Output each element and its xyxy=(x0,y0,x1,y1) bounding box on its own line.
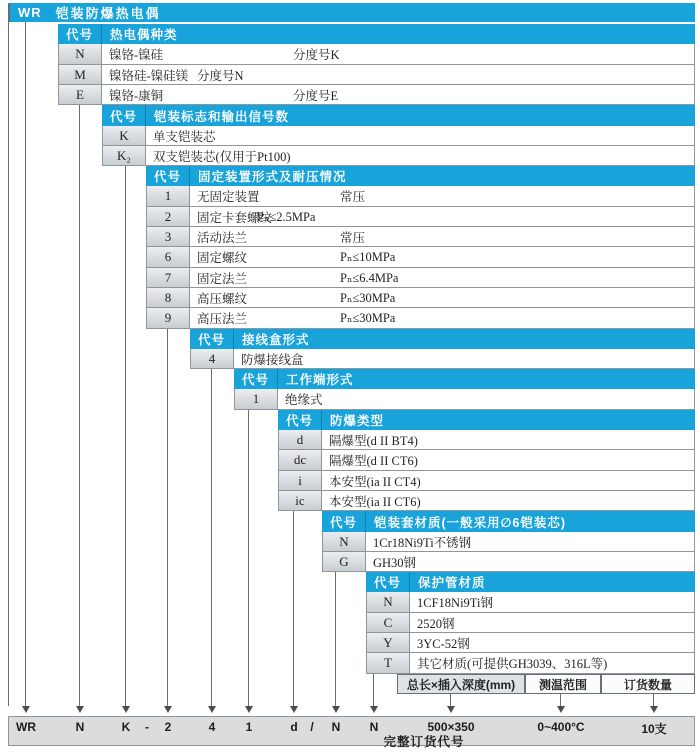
desc-text: 双支铠装芯(仅用于Pt100) xyxy=(153,149,291,164)
section-title-protection-tube-material: 保护管材质 xyxy=(410,572,695,592)
desc-cell xyxy=(410,613,695,633)
code-cell: 2 xyxy=(146,207,190,227)
code-cell: K₂ xyxy=(102,146,146,166)
order-code-value: / xyxy=(310,720,314,734)
desc-text: 镍铬硅-镍硅镁 xyxy=(109,68,189,83)
arrow-down-icon xyxy=(447,706,455,713)
desc-text: 固定螺纹 xyxy=(197,251,248,265)
arrow-down-icon xyxy=(164,706,172,713)
code-cell: i xyxy=(278,471,322,491)
section-title-sheath-material: 铠装套材质(一般采用∅6铠装芯) xyxy=(366,511,695,532)
desc-cell xyxy=(102,65,695,85)
order-code-bar xyxy=(8,716,695,749)
code-cell: G xyxy=(322,552,366,572)
desc-text: 本安型(ia II CT4) xyxy=(329,474,421,489)
desc-cell xyxy=(190,186,695,207)
connector-line xyxy=(167,329,168,706)
section-title-thermocouple-type: 热电偶种类 xyxy=(102,24,695,44)
desc-text: 镍铬-镍硅 xyxy=(109,48,164,62)
code-column-header: 代号 xyxy=(322,511,366,532)
desc-cell xyxy=(190,288,695,308)
desc-text: 高压法兰 xyxy=(197,312,248,326)
desc-cell xyxy=(190,227,695,247)
order-code-value: 0~400°C xyxy=(537,720,585,734)
desc-cell xyxy=(146,126,695,146)
desc-text: 高压螺纹 xyxy=(197,291,248,306)
arrow-down-icon xyxy=(557,706,565,713)
desc-cell xyxy=(102,44,695,65)
code-cell: T xyxy=(366,653,410,674)
code-cell: 6 xyxy=(146,247,190,268)
code-cell: C xyxy=(366,613,410,633)
order-code-value: - xyxy=(145,720,149,734)
desc-cell xyxy=(190,308,695,329)
desc-text: 固定法兰 xyxy=(197,271,248,286)
desc-note: Pₙ≤30MPa xyxy=(340,290,396,305)
desc-text: 隔爆型(d II BT4) xyxy=(329,433,418,448)
desc-text: 3YC-52钢 xyxy=(417,636,470,651)
desc-note: Pₙ≤2.5MPa xyxy=(257,209,316,224)
desc-cell xyxy=(410,592,695,613)
desc-note: Pₙ≤30MPa xyxy=(340,311,396,325)
code-column-header: 代号 xyxy=(278,410,322,430)
desc-note: 分度号N xyxy=(197,68,244,83)
code-cell: M xyxy=(58,65,102,85)
section-title-explosion-proof-type: 防爆类型 xyxy=(322,410,695,430)
connector-line xyxy=(560,694,561,706)
connector-line xyxy=(79,105,80,706)
order-code-value: N xyxy=(369,720,379,734)
desc-note: 分度号K xyxy=(293,48,340,62)
title-bar xyxy=(8,3,695,22)
page-title: 铠装防爆热电偶 xyxy=(55,6,161,21)
section-title-working-end: 工作端形式 xyxy=(278,369,695,389)
left-frame-line xyxy=(8,22,9,706)
model-prefix: WR xyxy=(18,5,42,20)
section-title-fixing-device: 固定装置形式及耐压情况 xyxy=(190,166,695,186)
order-code-value: 1 xyxy=(245,720,253,734)
desc-text: 防爆接线盒 xyxy=(241,352,304,367)
desc-text: 固定卡套螺纹 xyxy=(197,210,273,225)
section-title-sheath-mark-output: 铠装标志和输出信号数 xyxy=(146,105,695,126)
spec-header-box: 总长×插入深度(mm) xyxy=(397,674,525,694)
order-code-value: 4 xyxy=(208,720,216,734)
desc-cell xyxy=(190,247,695,268)
order-code-caption: 完整订货代号 xyxy=(383,735,465,749)
desc-cell xyxy=(322,450,695,471)
code-cell: Y xyxy=(366,633,410,653)
desc-cell xyxy=(322,471,695,491)
connector-line xyxy=(211,369,212,706)
arrow-down-icon xyxy=(370,706,378,713)
code-cell: 4 xyxy=(190,349,234,369)
code-cell: N xyxy=(366,592,410,613)
code-cell: 9 xyxy=(146,308,190,329)
arrow-down-icon xyxy=(122,706,130,713)
desc-cell xyxy=(410,633,695,653)
desc-cell xyxy=(322,491,695,511)
arrow-down-icon xyxy=(650,706,658,713)
code-cell: 3 xyxy=(146,227,190,247)
desc-cell xyxy=(322,430,695,450)
code-column-header: 代号 xyxy=(146,166,190,186)
desc-cell xyxy=(190,207,695,227)
connector-line xyxy=(248,410,249,706)
desc-cell xyxy=(102,85,695,105)
code-column-header: 代号 xyxy=(366,572,410,592)
code-cell: 8 xyxy=(146,288,190,308)
code-cell: 1 xyxy=(146,186,190,207)
arrow-down-icon xyxy=(332,706,340,713)
arrow-down-icon xyxy=(290,706,298,713)
desc-note: 常压 xyxy=(340,230,366,245)
desc-note: Pₙ≤10MPa xyxy=(340,250,396,264)
desc-cell xyxy=(278,389,695,410)
code-cell: ic xyxy=(278,491,322,511)
code-cell: K xyxy=(102,126,146,146)
order-code-value: d xyxy=(290,720,298,734)
desc-text: 无固定装置 xyxy=(197,190,260,204)
desc-note: 常压 xyxy=(340,190,366,204)
order-code-value: N xyxy=(75,720,85,734)
code-column-header: 代号 xyxy=(190,329,234,349)
connector-line xyxy=(653,694,654,706)
arrow-down-icon xyxy=(76,706,84,713)
code-column-header: 代号 xyxy=(102,105,146,126)
desc-text: 隔爆型(d II CT6) xyxy=(329,454,418,468)
connector-line xyxy=(335,572,336,706)
desc-text: GH30钢 xyxy=(373,555,417,570)
desc-cell xyxy=(366,552,695,572)
spec-header-box: 订货数量 xyxy=(601,674,695,694)
desc-text: 2520钢 xyxy=(417,616,455,631)
spec-header-box: 测温范围 xyxy=(525,674,601,694)
desc-text: 单支铠装芯 xyxy=(153,129,216,144)
desc-text: 镍铬-康铜 xyxy=(109,88,164,103)
desc-text: 本安型(ia II CT6) xyxy=(329,494,421,509)
section-title-junction-box: 接线盒形式 xyxy=(234,329,695,349)
desc-text: 绝缘式 xyxy=(285,393,323,407)
order-code-value: 2 xyxy=(164,720,172,734)
code-cell: 7 xyxy=(146,268,190,288)
desc-text: 其它材质(可提供GH3039、316L等) xyxy=(417,657,608,671)
connector-line xyxy=(450,694,451,706)
arrow-down-icon xyxy=(208,706,216,713)
desc-cell xyxy=(234,349,695,369)
code-cell: N xyxy=(322,532,366,552)
order-code-value: WR xyxy=(16,720,36,734)
order-code-value: 500×350 xyxy=(427,720,475,734)
desc-cell xyxy=(410,653,695,674)
desc-text: 1Cr18Ni9Ti不锈钢 xyxy=(373,535,472,550)
arrow-down-icon xyxy=(22,706,30,713)
connector-line xyxy=(293,511,294,706)
connector-line xyxy=(125,166,126,706)
connector-line xyxy=(25,22,26,706)
code-column-header: 代号 xyxy=(58,24,102,44)
desc-text: 1CF18Ni9Ti钢 xyxy=(417,596,493,610)
desc-note: 分度号E xyxy=(293,88,339,103)
code-cell: E xyxy=(58,85,102,105)
desc-text: 活动法兰 xyxy=(197,230,248,245)
desc-cell xyxy=(146,146,695,166)
order-code-value: K xyxy=(121,720,131,734)
desc-cell xyxy=(366,532,695,552)
connector-line xyxy=(373,674,374,706)
code-column-header: 代号 xyxy=(234,369,278,389)
desc-note: Pₙ≤6.4MPa xyxy=(340,270,399,285)
arrow-down-icon xyxy=(245,706,253,713)
code-cell: d xyxy=(278,430,322,450)
code-cell: dc xyxy=(278,450,322,471)
code-cell: N xyxy=(58,44,102,65)
order-code-value: 10支 xyxy=(641,722,667,736)
code-cell: 1 xyxy=(234,389,278,410)
desc-cell xyxy=(190,268,695,288)
order-code-value: N xyxy=(331,720,341,734)
